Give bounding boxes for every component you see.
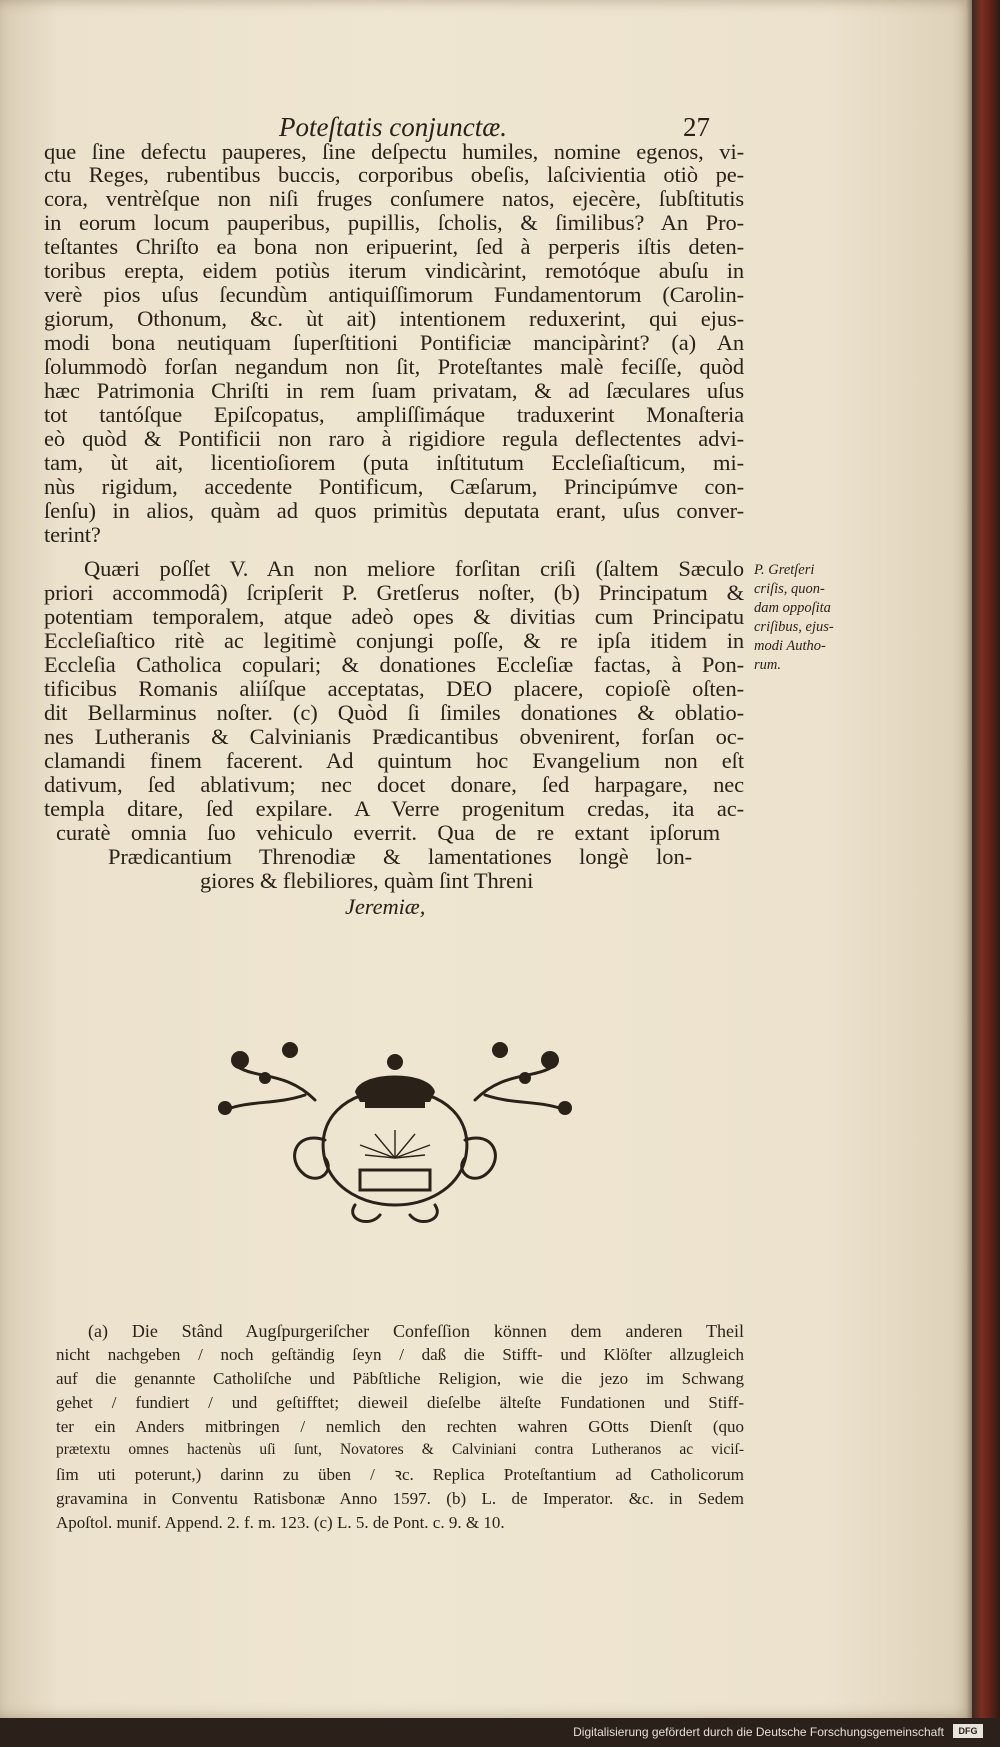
digitization-credit: Digitalisierung gefördert durch die Deutsche Forschungsgemeinschaft [573, 1725, 944, 1739]
body-line: priori accommodâ) ſcripſerit P. Gretſerus noſter, (b) Principatum & [44, 580, 744, 605]
body-line: potentiam temporalem, atque adeò opes & divitias cum Principatu [44, 604, 744, 629]
margin-note-line: modi Autho- [754, 638, 826, 654]
footnote-line: prætextu omnes hactenùs uſi ſunt, Novatores & Calviniani contra Lutheranos ac viciſ- [56, 1441, 744, 1458]
footnote-line: Apoſtol. munif. Append. 2. f. m. 123. (c) L. 5. de Pont. c. 9. & 10. [56, 1513, 505, 1532]
body-line: cora, ventrèſque non niſi fruges conſumere natos, ejecère, ſubſtitutis [44, 186, 744, 211]
running-header-title: Poteſtatis conjunctæ. [279, 112, 507, 142]
body-line: Quæri poſſet V. An non meliore forſitan criſi (ſaltem Sæculo [84, 556, 744, 581]
body-line: tot tantóſque Epiſcopatus, ampliſſimáque traduxerint Monaſteria [44, 402, 744, 427]
body-line: giorum, Othonum, &c. ùt ait) intentionem reduxerint, qui ejus- [44, 306, 744, 331]
body-line: dativum, ſed ablativum; nec docet donare, ſed harpagare, nec [44, 772, 744, 797]
margin-note-line: P. Gretſeri [754, 562, 815, 578]
body-line: ſenſu) in alios, quàm ad quos primitùs deputata erant, uſus conver- [44, 498, 744, 523]
body-line: Eccleſiaſtico ritè ac legitimè conjungi poſſe, & re ipſa itidem in [44, 628, 744, 653]
margin-note-line: criſibus, ejus- [754, 619, 834, 635]
body-line: Prædicantium Threnodiæ & lamentationes longè lon- [108, 844, 692, 869]
body-line: hæc Patrimonia Chriſti in rem ſuam privatam, & ad ſæculares uſus [44, 378, 744, 403]
body-line: toribus erepta, eidem potiùs iterum vindicàrint, remotóque abuſu in [44, 258, 744, 283]
body-line: nes Lutheranis & Calvinianis Prædicantibus obvenirent, forſan oc- [44, 724, 744, 749]
body-line: in eorum locum pauperibus, pupillis, ſcholis, & ſimilibus? An Pro- [44, 210, 744, 235]
body-line: ſolummodò forſan negandum non ſit, Proteſtantes malè feciſſe, quòd [44, 354, 744, 379]
body-line: clamandi finem facerent. Ad quintum hoc Evangelium non eſt [44, 748, 744, 773]
footnote-line: auf die genannte Catholiſche und Päbſtliche Religion, wie die jezo im Schwang [56, 1369, 744, 1388]
page-number: 27 [683, 112, 710, 142]
margin-note-line: rum. [754, 657, 781, 673]
margin-note-line: criſis, quon- [754, 581, 825, 597]
body-line: eò quòd & Pontificii non raro à rigidiore regula deflectentes advi- [44, 426, 744, 451]
body-line: que ſine defectu pauperes, ſine deſpectu humiles, nomine egenos, vi- [44, 139, 744, 164]
footnote-line: (a) Die Stând Augſpurgeriſcher Confeſſion können dem anderen Theil [88, 1321, 744, 1341]
footnote-line: nicht nachgeben / noch geſtändig ſeyn / daß die Stifft- und Klöſter allzugleich [56, 1345, 744, 1364]
catchword: Jeremiæ, [345, 894, 426, 919]
body-line: dit Bellarminus noſter. (c) Quòd ſi ſimiles donationes & oblatio- [44, 700, 744, 725]
body-line: teſtantes Chriſto ea bona non eripuerint, ſed à perperis iſtis deten- [44, 234, 744, 259]
body-line: verè pios uſus ſecundùm antiquiſſimorum Fundamentorum (Carolin- [44, 282, 744, 307]
body-line: giores & flebiliores, quàm ſint Threni [200, 868, 534, 893]
body-line: terint? [44, 522, 101, 547]
body-line: nùs rigidum, accedente Pontificum, Cæſarum, Principúmve con- [44, 474, 744, 499]
body-line: tam, ùt ait, licentioſiorem (puta inſtitutum Eccleſiaſticum, mi- [44, 450, 744, 475]
footnote-line: gravamina in Conventu Ratisbonæ Anno 1597. (b) L. de Imperator. &c. in Sedem [56, 1489, 744, 1508]
book-spine [972, 0, 1000, 1718]
dfg-logo-icon: DFG [953, 1724, 983, 1738]
body-line: tificibus Romanis aliíſque acceptatas, DEO placere, copioſè oſten- [44, 676, 744, 701]
footnote-line: gehet / fundiert / und geſtifftet; dieweil dieſelbe älteſte Fundationen und Stiff- [56, 1393, 744, 1412]
body-line: curatè omnia ſuo vehiculo everrit. Qua de re extant ipſorum [56, 820, 720, 845]
body-line: Eccleſia Catholica copulari; & donationes Eccleſiæ factas, à Pon- [44, 652, 744, 677]
body-line: modi bona neutiquam ſuperſtitioni Pontificiæ mancipàrint? (a) An [44, 330, 744, 355]
decorative-vignette-icon [195, 1030, 595, 1230]
footnote-line: ſim uti poterunt,) darinn zu üben / ꝛc. Replica Proteſtantium ad Catholicorum [56, 1465, 744, 1484]
footnote-line: ter ein Anders mitbringen / nemlich den rechten wahren GOtts Dienſt (quo [56, 1417, 744, 1436]
body-line: templa ditare, ſed expilare. A Verre progenitum credas, ita ac- [44, 796, 744, 821]
margin-note-line: dam oppoſita [754, 600, 831, 616]
body-line: ctu Reges, rubentibus buccis, corporibus obeſis, laſcivientia otiò pe- [44, 162, 744, 187]
